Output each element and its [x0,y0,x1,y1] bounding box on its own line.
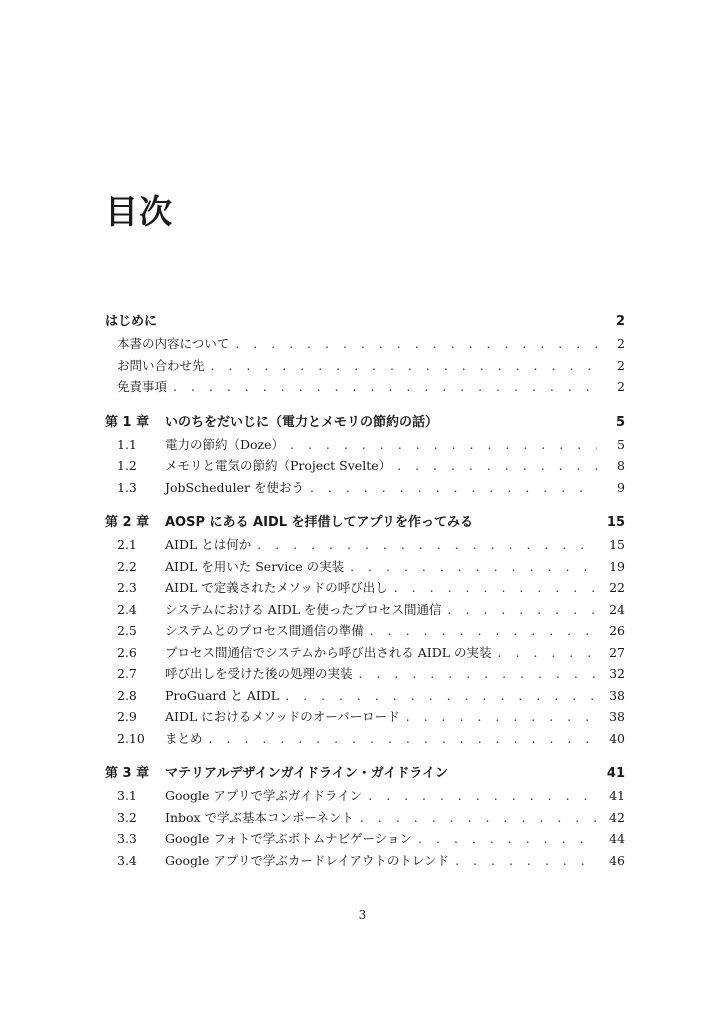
toc-section-page: 32 [609,666,625,681]
toc-section-title: ProGuard と AIDL [165,687,280,703]
toc-section-title: AIDL で定義されたメソッドの呼び出し [165,580,388,595]
toc-section[interactable] [105,664,625,686]
toc-section-title: お問い合わせ先 [117,357,205,373]
toc-section[interactable] [105,729,625,751]
toc-section-page: 41 [609,788,625,803]
toc-section[interactable] [105,356,625,378]
toc-section[interactable] [105,435,625,457]
toc-section-number: 2.1 [117,537,137,552]
dot-leader [211,358,597,373]
toc-section-title: Inbox で学ぶ基本コンポーネント [165,809,354,825]
toc-section[interactable] [105,478,625,500]
toc-section-number: 3.1 [117,788,137,803]
toc-section[interactable] [105,600,625,622]
toc-section-title: プロセス間通信でシステムから呼び出される AIDL の実装 [165,644,492,660]
dot-leader [285,688,597,703]
dot-leader [257,537,597,552]
toc-section[interactable] [105,334,625,356]
toc-chapter-page: 5 [615,414,625,430]
toc-section-page: 22 [609,580,625,595]
dot-leader [173,379,597,394]
toc-section-number: 2.5 [117,623,137,638]
dot-leader [397,458,597,473]
toc-section-number: 3.3 [117,831,137,846]
toc-chapter-title: AOSP にある AIDL を拝借してアプリを作ってみる [165,515,474,530]
toc-section-page: 38 [609,687,625,703]
dot-leader [290,437,597,452]
toc-section-number: 2.8 [117,687,137,703]
toc-section-number: 2.4 [117,601,137,617]
toc-section-page: 46 [609,852,625,868]
dot-leader [394,580,597,595]
toc-section-page: 2 [617,357,625,373]
page-title: 目次 [105,192,173,231]
toc-section-title: 免責事項 [117,379,168,394]
dot-leader [350,559,597,574]
toc-section[interactable] [105,557,625,579]
toc-section-page: 38 [609,709,625,724]
toc-section-number: 2.7 [117,666,137,681]
toc-chapter-page: 15 [606,515,625,530]
toc-entry-page: 2 [615,314,625,329]
toc-section-title: Google アプリで学ぶカードレイアウトのトレンド [165,852,450,868]
toc-entry-title: はじめに [105,314,158,329]
dot-leader [406,709,597,724]
toc-section-number: 2.6 [117,644,137,660]
toc-section-page: 42 [609,809,625,825]
toc-section[interactable] [105,786,625,808]
toc-section-title: システムとのプロセス間通信の準備 [165,623,364,638]
toc-section[interactable] [105,851,625,873]
toc-section[interactable] [105,621,625,643]
toc-section[interactable] [105,829,625,851]
toc-section-page: 8 [617,458,625,473]
toc-section-page: 9 [617,479,625,495]
toc-section-title: まとめ [165,730,203,746]
toc-section[interactable] [105,456,625,478]
toc-section-page: 24 [609,601,625,617]
dot-leader [359,666,597,681]
toc-section-page: 40 [609,730,625,746]
toc-section-page: 2 [617,379,625,394]
toc-section[interactable] [105,707,625,729]
dot-leader [310,480,597,495]
toc-section-title: JobScheduler を使おう [165,479,304,495]
toc-section-title: 本書の内容について [117,336,230,351]
toc-section-number: 1.3 [117,479,137,495]
table-of-contents [105,310,625,872]
toc-section-title: Google アプリで学ぶガイドライン [165,788,363,803]
toc-section-number: 3.4 [117,852,137,868]
toc-section-title: AIDL におけるメソッドのオーバーロード [165,709,400,724]
toc-section-page: 15 [609,537,625,552]
toc-chapter-3[interactable] [105,762,625,786]
toc-chapter-number: 第 2 章 [105,515,150,530]
toc-section-page: 26 [609,623,625,638]
toc-entry-front[interactable] [105,310,625,334]
toc-chapter-title: マテリアルデザインガイドライン・ガイドライン [165,766,449,781]
dot-leader [498,645,598,660]
toc-chapter-number: 第 3 章 [105,766,150,781]
dot-leader [370,623,597,638]
toc-section-title: システムにおける AIDL を使ったプロセス間通信 [165,601,442,617]
toc-section-title: 電力の節約（Doze） [165,436,285,452]
toc-section[interactable] [105,686,625,708]
toc-section-number: 3.2 [117,809,137,825]
toc-section-number: 2.9 [117,709,137,724]
toc-section[interactable] [105,377,625,399]
toc-section-page: 5 [617,436,625,452]
toc-section-number: 1.2 [117,458,137,473]
toc-chapter-2[interactable] [105,511,625,535]
toc-section-title: AIDL を用いた Service の実装 [165,558,345,574]
toc-section-number: 2.10 [117,730,145,746]
toc-chapter-1[interactable] [105,411,625,435]
dot-leader [209,731,597,746]
dot-leader [235,336,597,351]
dot-leader [448,602,598,617]
dot-leader [455,853,597,868]
toc-section-page: 44 [609,831,625,846]
toc-section-page: 27 [609,644,625,660]
toc-chapter-title: いのちをだいじに（電力とメモリの節約の話） [165,414,439,430]
toc-section-number: 2.2 [117,558,137,574]
toc-section[interactable] [105,578,625,600]
toc-section[interactable] [105,808,625,830]
toc-section-number: 2.3 [117,580,137,595]
toc-section-page: 2 [617,336,625,351]
toc-section[interactable] [105,535,625,557]
toc-section-title: Google フォトで学ぶボトムナビゲーション [165,831,413,846]
dot-leader [418,831,597,846]
page-number: 3 [358,908,367,922]
toc-section-title: 呼び出しを受けた後の処理の実装 [165,666,353,681]
toc-section-title: メモリと電気の節約（Project Svelte） [165,458,392,473]
toc-chapter-page: 41 [606,766,625,781]
toc-section-page: 19 [609,558,625,574]
toc-section-number: 1.1 [117,436,137,452]
dot-leader [368,788,597,803]
toc-chapter-number: 第 1 章 [105,414,150,430]
dot-leader [360,810,597,825]
toc-section-title: AIDL とは何か [165,537,252,552]
toc-section[interactable] [105,643,625,665]
